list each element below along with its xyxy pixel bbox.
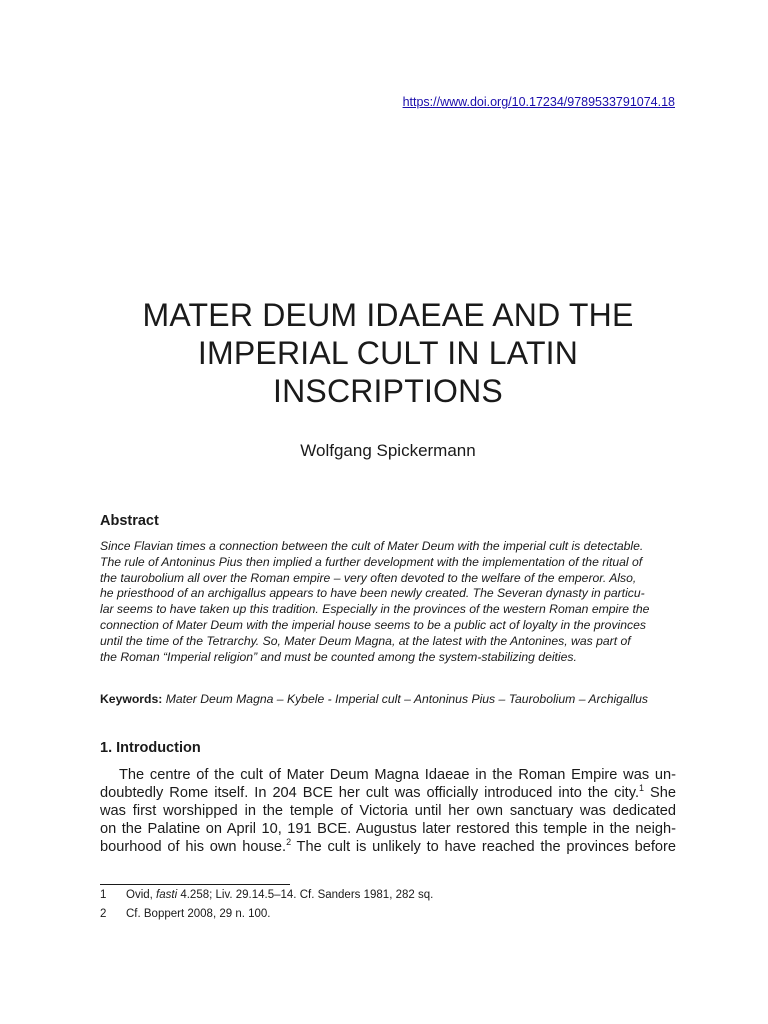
footnote-number: 2	[100, 908, 107, 920]
abstract-line: he priesthood of an archigallus appears to have been newly created. The Severan dynasty in particu-	[100, 586, 645, 601]
abstract-text	[100, 539, 676, 665]
abstract-line: Since Flavian times a connection between the cult of Mater Deum with the imperial cult is detectable.	[100, 539, 644, 553]
abstract-line: until the time of the Tetrarchy. So, Mater Deum Magna, at the latest with the Antonines, was part of	[100, 633, 631, 648]
footnote-ref[interactable]: 2	[286, 837, 292, 848]
abstract-line: lar seems to have taken up this tradition. Especially in the provinces of the western Roman empire the	[100, 602, 650, 617]
footnote	[100, 889, 433, 901]
body-line: was first worshipped in the temple of Victoria until her own sanctuary was dedicated	[100, 803, 676, 819]
body-line: The centre of the cult of Mater Deum Magna Idaeae in the Roman Empire was un-	[119, 767, 676, 783]
author-name: Wolfgang Spickermann	[300, 441, 476, 460]
body-text: She	[644, 785, 676, 801]
body-text: The cult is unlikely to have reached the provinces before	[291, 839, 676, 855]
abstract-line: The rule of Antoninus Pius then implied a further development with the implementation of the ritual of	[100, 554, 643, 569]
footnote	[100, 908, 271, 920]
abstract-line: the Roman “Imperial religion” and must be counted among the system-stabilizing deities.	[100, 649, 577, 664]
doi-link[interactable]: https://www.doi.org/10.17234/9789533791074.18	[402, 95, 675, 109]
footnote-number: 1	[100, 889, 107, 901]
body-text: doubtedly Rome itself. In 204 BCE her cult was officially introduced into the city.	[100, 785, 640, 801]
body-line	[100, 784, 676, 802]
keywords-value: Mater Deum Magna – Kybele - Imperial cult – Antoninus Pius – Taurobolium – Archigallus	[165, 692, 649, 706]
abstract-line: the taurobolium all over the Roman empire – very often devoted to the welfare of the emperor. Also,	[100, 570, 637, 585]
keywords	[100, 692, 676, 706]
paper-title	[100, 296, 676, 410]
keywords-label: Keywords:	[100, 692, 163, 706]
title-line: MATER DEUM IDAEAE AND THE	[142, 297, 634, 333]
footnote-text: Ovid,	[126, 889, 157, 901]
footnote-text: Cf. Boppert 2008, 29 n. 100.	[126, 908, 271, 920]
body-paragraph	[100, 766, 676, 856]
abstract-line: connection of Mater Deum with the imperial house seems to be a public act of loyalty in the provinces	[100, 617, 647, 632]
body-line: on the Palatine on April 10, 191 BCE. Augustus later restored this temple in the neigh-	[100, 821, 676, 837]
body-line	[100, 838, 676, 856]
footnote-text: 4.258; Liv. 29.14.5–14. Cf. Sanders 1981, 282 sq.	[177, 889, 434, 901]
title-line: INSCRIPTIONS	[273, 373, 503, 409]
abstract-heading: Abstract	[100, 513, 159, 529]
title-line: IMPERIAL CULT IN LATIN	[197, 335, 579, 371]
section-heading: 1. Introduction	[100, 740, 201, 756]
footnote-italic: fasti	[156, 889, 178, 901]
footnote-ref[interactable]: 1	[639, 783, 645, 794]
body-text: bourhood of his own house.	[100, 839, 287, 855]
footnote-divider	[100, 884, 290, 885]
